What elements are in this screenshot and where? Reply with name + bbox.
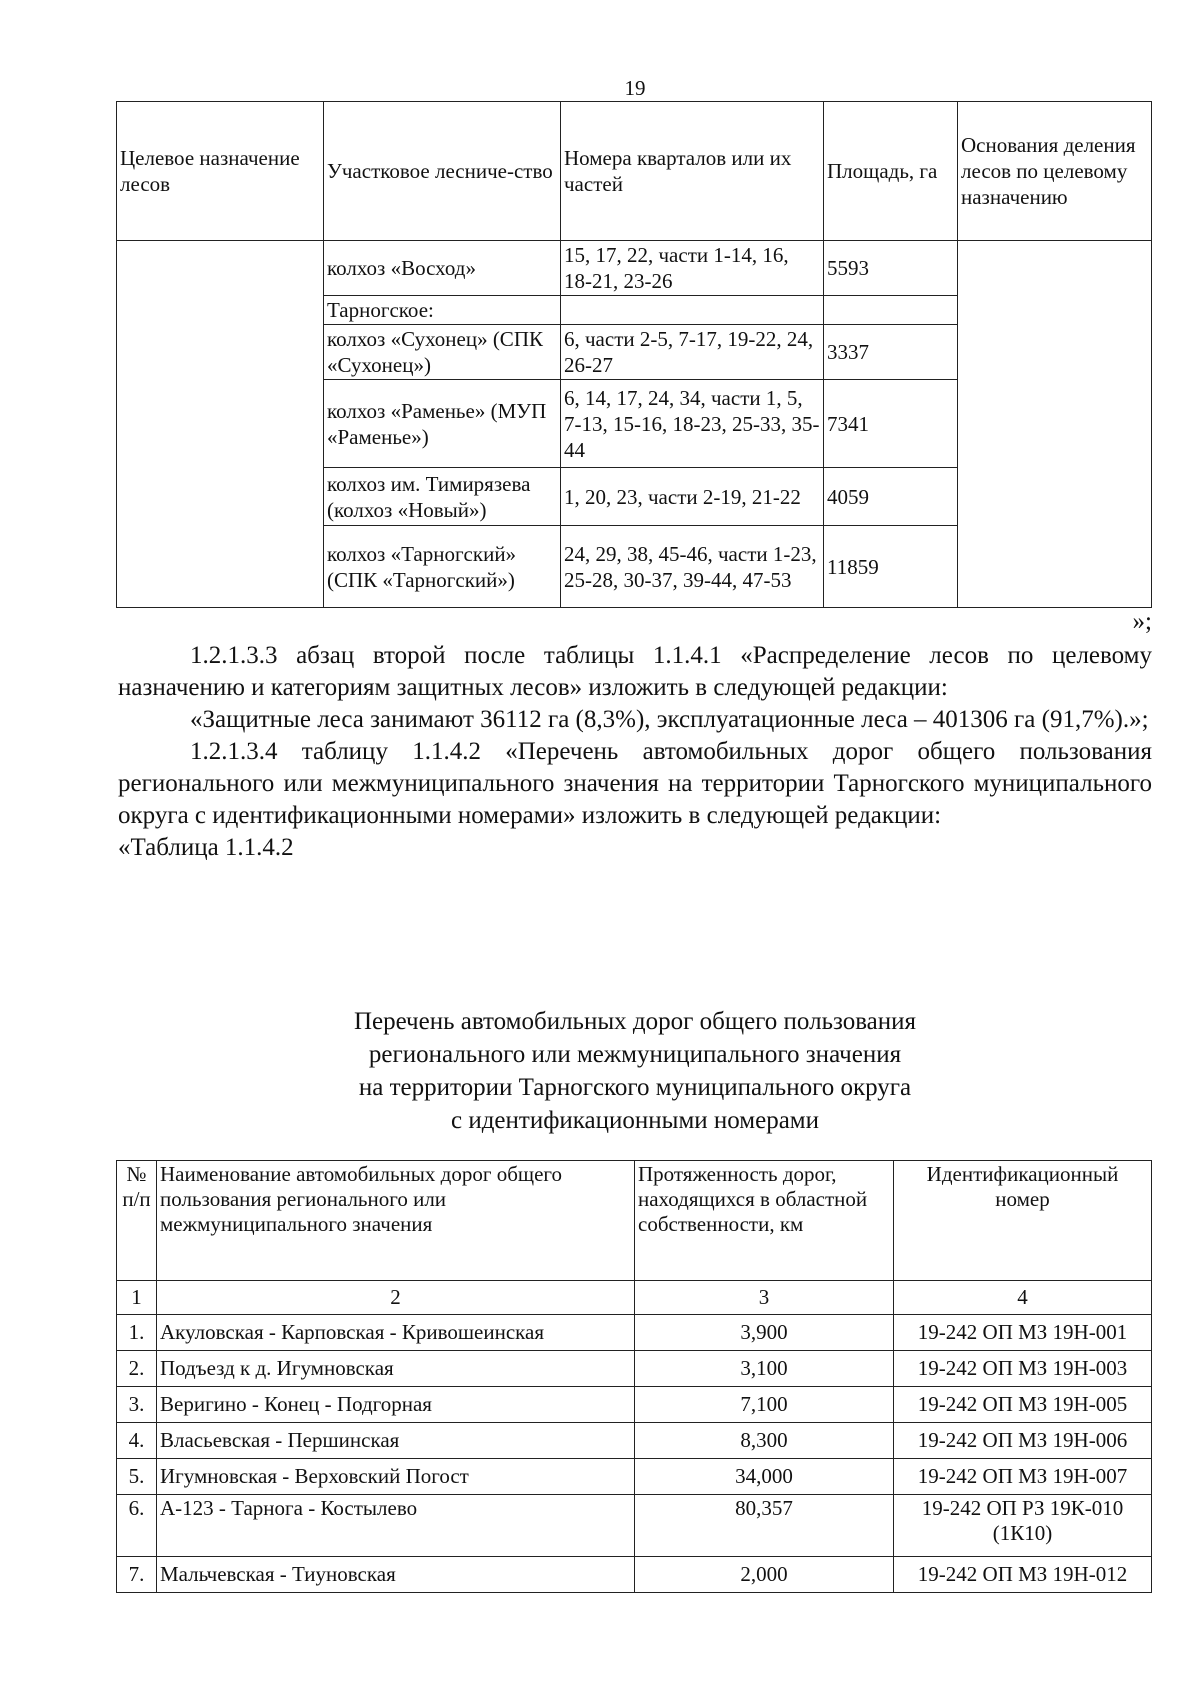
road-number: 5. xyxy=(117,1459,157,1495)
table-row xyxy=(117,1557,1152,1593)
road-length: 2,000 xyxy=(635,1557,894,1593)
road-id: 19-242 ОП РЗ 19К-010 (1К10) xyxy=(894,1495,1152,1557)
table-row xyxy=(117,1315,1152,1351)
forest-quarters: 24, 29, 38, 45-46, части 1-23, 25-28, 30-37, 39-44, 47-53 xyxy=(561,526,824,608)
forest-area: 3337 xyxy=(824,325,958,380)
roads-header-length: Протяженность дорог, находящихся в областной собственности, км xyxy=(635,1161,894,1281)
forest-quarters: 6, части 2-5, 7-17, 19-22, 24, 26-27 xyxy=(561,325,824,380)
closing-quote: »; xyxy=(1132,608,1152,635)
table-row xyxy=(117,1387,1152,1423)
body-text xyxy=(118,640,1152,864)
road-name: Подъезд к д. Игумновская xyxy=(157,1351,635,1387)
paragraph-roads-amendment: 1.2.1.3.4 таблицу 1.1.4.2 «Перечень автомобильных дорог общего пользования регионального или межмуниципального значения на территории Тарногского муниципального округа с идентификационными номерами» изложить в следующей редакции: xyxy=(118,738,1152,829)
road-length: 3,100 xyxy=(635,1351,894,1387)
forest-district: Тарногское: xyxy=(324,296,561,325)
forest-district: колхоз им. Тимирязева (колхоз «Новый») xyxy=(324,468,561,526)
forest-area: 4059 xyxy=(824,468,958,526)
forest-district: колхоз «Сухонец» (СПК «Сухонец») xyxy=(324,325,561,380)
forest-header-purpose: Целевое назначение лесов xyxy=(117,102,324,241)
forest-area: 7341 xyxy=(824,380,958,468)
column-number: 3 xyxy=(635,1281,894,1315)
forest-quarters: 15, 17, 22, части 1-14, 16, 18-21, 23-26 xyxy=(561,241,824,296)
forest-header-quarters: Номера кварталов или их частей xyxy=(561,102,824,241)
caption-line: на территории Тарногского муниципального округа xyxy=(358,1074,912,1101)
roads-header-id: Идентификационный номер xyxy=(894,1161,1152,1281)
column-number: 1 xyxy=(117,1281,157,1315)
forest-header-district: Участковое лесниче-ство xyxy=(324,102,561,241)
forest-header-area: Площадь, га xyxy=(824,102,958,241)
road-number: 1. xyxy=(117,1315,157,1351)
table-row xyxy=(117,1351,1152,1387)
table-row xyxy=(117,1459,1152,1495)
road-length: 3,900 xyxy=(635,1315,894,1351)
road-name: Власьевская - Першинская xyxy=(157,1423,635,1459)
road-number: 6. xyxy=(117,1495,157,1557)
road-id: 19-242 ОП МЗ 19Н-003 xyxy=(894,1351,1152,1387)
roads-header-name: Наименование автомобильных дорог общего пользования регионального или межмуниципального значения xyxy=(157,1161,635,1281)
forest-purpose-cell xyxy=(117,241,324,608)
table-row xyxy=(117,241,1152,296)
road-length: 80,357 xyxy=(635,1495,894,1557)
road-id: 19-242 ОП МЗ 19Н-005 xyxy=(894,1387,1152,1423)
road-id: 19-242 ОП МЗ 19Н-006 xyxy=(894,1423,1152,1459)
road-length: 8,300 xyxy=(635,1423,894,1459)
paragraph-forest-amendment: 1.2.1.3.3 абзац второй после таблицы 1.1.4.1 «Распределение лесов по целевому назначению и категориям защитных лесов» изложить в следующей редакции: xyxy=(118,642,1152,701)
forest-quarters: 6, 14, 17, 24, 34, части 1, 5, 7-13, 15-16, 18-23, 25-33, 35-44 xyxy=(561,380,824,468)
road-number: 7. xyxy=(117,1557,157,1593)
forest-distribution-table xyxy=(116,101,1152,608)
forest-quarters xyxy=(561,296,824,325)
road-number: 3. xyxy=(117,1387,157,1423)
forest-table-header-row xyxy=(117,102,1152,241)
forest-header-basis: Основания деления лесов по целевому назначению xyxy=(958,102,1152,241)
forest-district: колхоз «Восход» xyxy=(324,241,561,296)
table-reference: «Таблица 1.1.4.2 xyxy=(118,834,294,861)
road-id: 19-242 ОП МЗ 19Н-007 xyxy=(894,1459,1152,1495)
forest-district: колхоз «Тарногский» (СПК «Тарногский») xyxy=(324,526,561,608)
column-number: 2 xyxy=(157,1281,635,1315)
road-length: 7,100 xyxy=(635,1387,894,1423)
roads-header-row xyxy=(117,1161,1152,1281)
table-row xyxy=(117,1495,1152,1557)
table-row xyxy=(117,1423,1152,1459)
column-number: 4 xyxy=(894,1281,1152,1315)
page-number: 19 xyxy=(624,76,646,100)
paragraph-protective-forests: «Защитные леса занимают 36112 га (8,3%), эксплуатационные леса – 401306 га (91,7%).»; xyxy=(190,706,1149,733)
road-name: Веригино - Конец - Подгорная xyxy=(157,1387,635,1423)
caption-line: с идентификационными номерами xyxy=(450,1107,820,1134)
caption-line: Перечень автомобильных дорог общего пользования xyxy=(353,1008,917,1035)
forest-area: 5593 xyxy=(824,241,958,296)
road-name: Игумновская - Верховский Погост xyxy=(157,1459,635,1495)
road-number: 2. xyxy=(117,1351,157,1387)
road-name: Мальчевская - Тиуновская xyxy=(157,1557,635,1593)
road-length: 34,000 xyxy=(635,1459,894,1495)
road-id: 19-242 ОП МЗ 19Н-012 xyxy=(894,1557,1152,1593)
forest-basis-cell xyxy=(958,241,1152,608)
road-name: А-123 - Тарнога - Костылево xyxy=(157,1495,635,1557)
road-number: 4. xyxy=(117,1423,157,1459)
roads-table xyxy=(116,1160,1152,1593)
road-id: 19-242 ОП МЗ 19Н-001 xyxy=(894,1315,1152,1351)
forest-district: колхоз «Раменье» (МУП «Раменье») xyxy=(324,380,561,468)
road-name: Акуловская - Карповская - Кривошеинская xyxy=(157,1315,635,1351)
roads-column-numbers-row xyxy=(117,1281,1152,1315)
roads-header-number: № п/п xyxy=(117,1161,157,1281)
forest-quarters: 1, 20, 23, части 2-19, 21-22 xyxy=(561,468,824,526)
roads-table-caption xyxy=(0,1005,1200,1137)
forest-area: 11859 xyxy=(824,526,958,608)
caption-line: регионального или межмуниципального значения xyxy=(368,1041,902,1068)
forest-area xyxy=(824,296,958,325)
